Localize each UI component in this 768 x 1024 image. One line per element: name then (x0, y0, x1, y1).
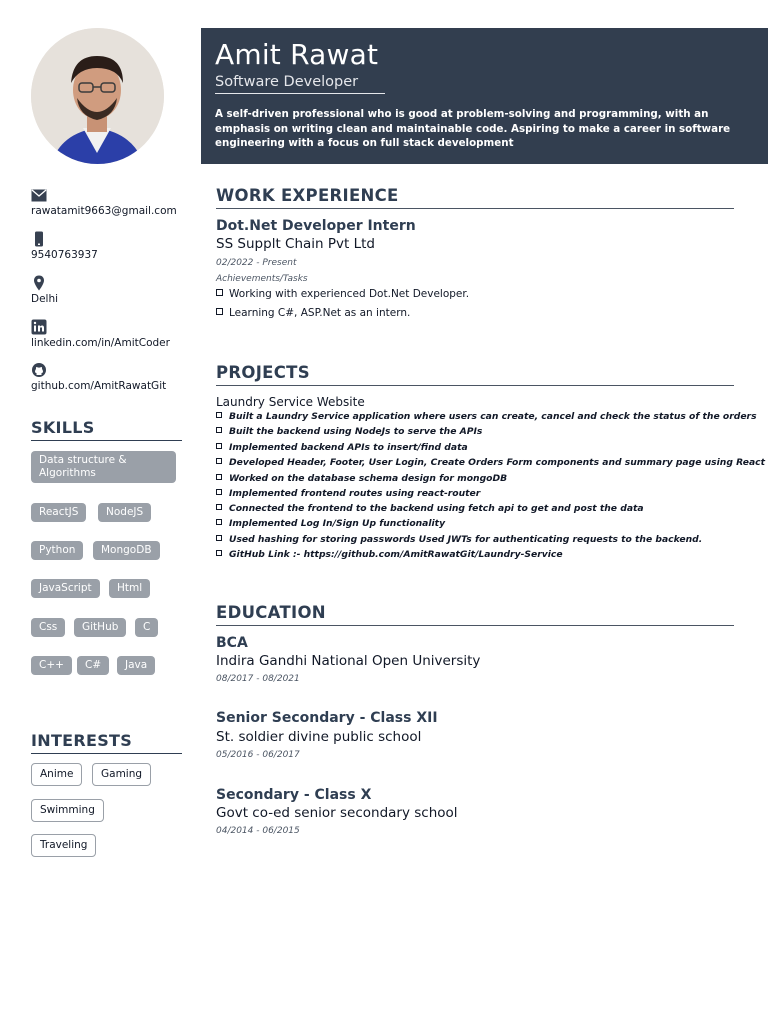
company-name: SS Supplt Chain Pvt Ltd (216, 236, 375, 252)
phone-text: 9540763937 (31, 249, 98, 261)
skill-chip: MongoDB (93, 541, 160, 560)
contact-phone (31, 231, 201, 261)
degree-title: Senior Secondary - Class XII (216, 710, 438, 726)
interest-chip: Anime (31, 763, 82, 786)
project-point: Implemented backend APIs to insert/find data (216, 442, 468, 453)
candidate-name: Amit Rawat (215, 38, 379, 71)
interest-chip: Traveling (31, 834, 96, 857)
skills-heading: SKILLS (31, 418, 182, 441)
task-item: Working with experienced Dot.Net Developer. (216, 288, 469, 300)
interest-chip: Gaming (92, 763, 151, 786)
contact-location (31, 275, 201, 305)
skill-chip: Python (31, 541, 83, 560)
github-icon (31, 362, 47, 378)
project-point: Connected the frontend to the backend using fetch api to get and post the data (216, 503, 644, 514)
linkedin-text[interactable]: linkedin.com/in/AmitCoder (31, 337, 170, 349)
job-title: Dot.Net Developer Intern (216, 218, 416, 234)
skill-chip: Data structure & Algorithms (31, 451, 176, 483)
education-dates: 08/2017 - 08/2021 (216, 674, 300, 684)
sidebar (0, 0, 200, 1024)
envelope-icon (31, 187, 47, 203)
job-dates: 02/2022 - Present (216, 258, 297, 268)
tasks-label: Achievements/Tasks (216, 274, 308, 284)
summary-text: A self-driven professional who is good at problem-solving and programming, with an emphasis on writing clean and maintainable code. Aspiring to make a career in software engineering with a focus on full stack development (215, 108, 731, 149)
work-heading: WORK EXPERIENCE (216, 186, 734, 209)
skill-chip: NodeJS (98, 503, 151, 522)
education-heading: EDUCATION (216, 603, 734, 626)
project-title: Laundry Service Website (216, 395, 365, 409)
project-point: Used hashing for storing passwords Used JWTs for authenticating requests to the backend. (216, 534, 702, 545)
interest-chip: Swimming (31, 799, 104, 822)
project-point: Built the backend using NodeJs to serve the APIs (216, 426, 482, 437)
project-point: Implemented frontend routes using react-router (216, 488, 480, 499)
project-link[interactable]: GitHub Link :- https://github.com/AmitRawatGit/Laundry-Service (216, 549, 563, 560)
degree-title: Secondary - Class X (216, 787, 372, 803)
degree-title: BCA (216, 635, 248, 651)
linkedin-icon (31, 319, 47, 335)
school-name: Indira Gandhi National Open University (216, 653, 481, 669)
candidate-role: Software Developer (215, 74, 385, 94)
education-dates: 04/2014 - 06/2015 (216, 826, 300, 836)
location-pin-icon (31, 275, 47, 291)
email-text[interactable]: rawatamit9663@gmail.com (31, 205, 177, 217)
avatar (31, 28, 164, 164)
skill-chip: JavaScript (31, 579, 100, 598)
contact-linkedin (31, 319, 201, 349)
projects-heading: PROJECTS (216, 363, 734, 386)
contact-email (31, 187, 201, 217)
project-point: Built a Laundry Service application where users can create, cancel and check the status of the orders (216, 411, 757, 422)
education-dates: 05/2016 - 06/2017 (216, 750, 300, 760)
location-text: Delhi (31, 293, 59, 305)
school-name: St. soldier divine public school (216, 729, 422, 745)
skill-chip: C++ (31, 656, 72, 675)
skill-chip: C (135, 618, 158, 637)
skill-chip: Html (109, 579, 150, 598)
profile-photo (31, 28, 164, 164)
interests-heading: INTERESTS (31, 731, 182, 754)
skill-chip: Css (31, 618, 65, 637)
project-point: Worked on the database schema design for mongoDB (216, 473, 507, 484)
skill-chip: ReactJS (31, 503, 86, 522)
project-point: Implemented Log In/Sign Up functionality (216, 518, 445, 529)
github-text[interactable]: github.com/AmitRawatGit (31, 380, 167, 392)
skill-chip: Java (117, 656, 155, 675)
task-item: Learning C#, ASP.Net as an intern. (216, 307, 410, 319)
phone-icon (31, 231, 47, 247)
skill-chip: C# (77, 656, 109, 675)
project-point: Developed Header, Footer, User Login, Create Orders Form components and summary page using React (216, 457, 765, 468)
skill-chip: GitHub (74, 618, 126, 637)
header-banner (201, 28, 768, 164)
contact-github (31, 362, 201, 392)
school-name: Govt co-ed senior secondary school (216, 805, 458, 821)
